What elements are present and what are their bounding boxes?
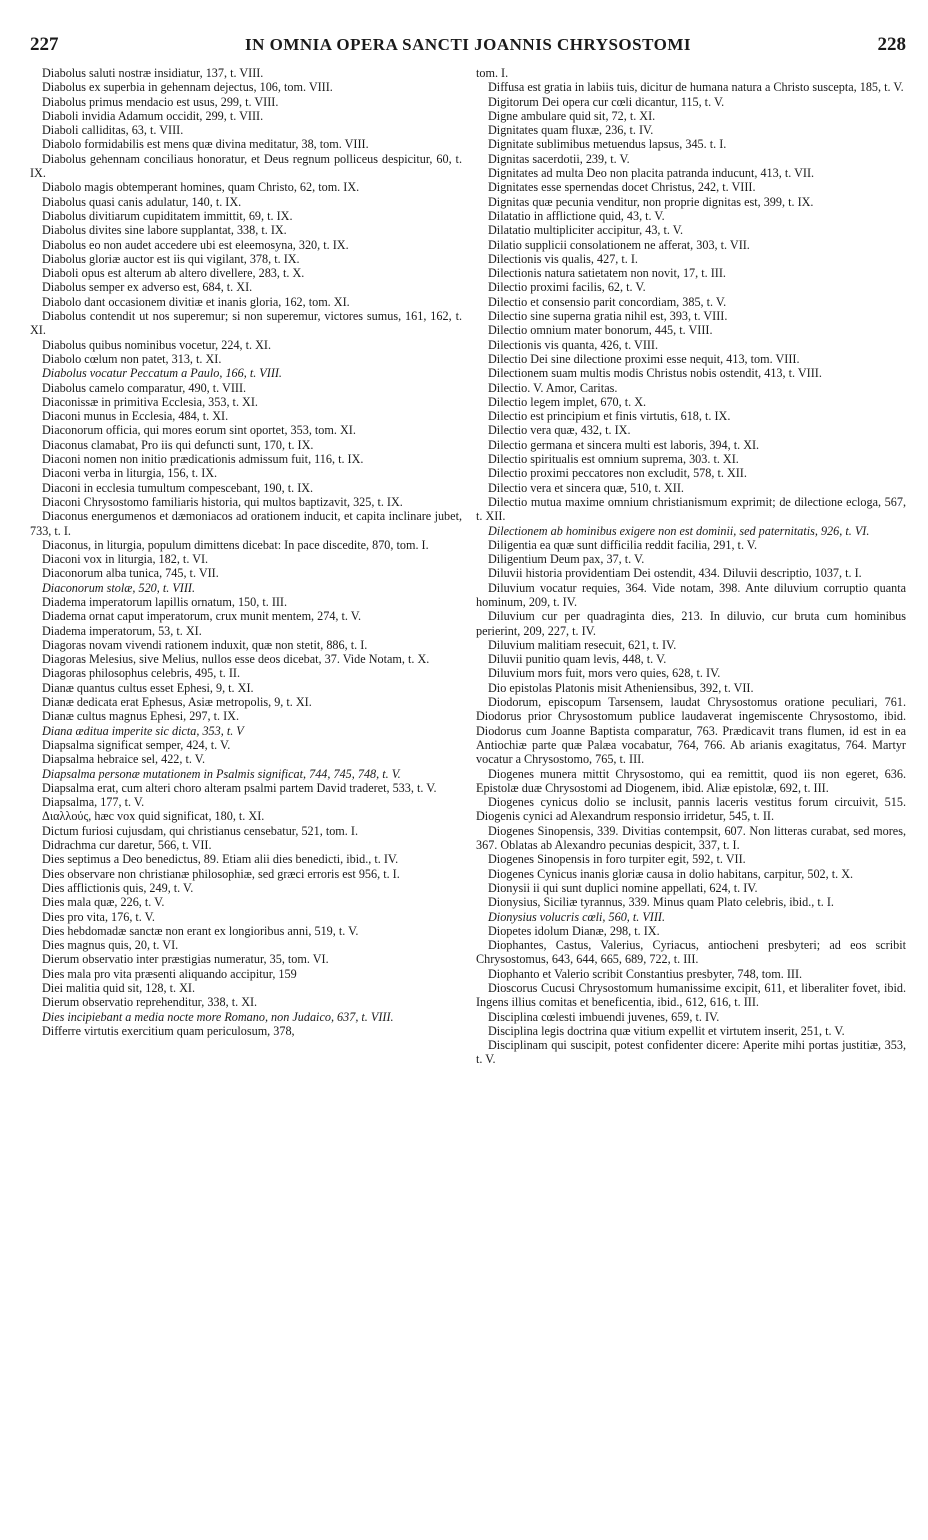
index-entry: Dionysius, Siciliæ tyrannus, 339. Minus quam Plato celebris, ibid., t. I.	[488, 895, 834, 910]
index-entry: Diabolus gloriæ auctor est iis qui vigilant, 378, t. IX.	[42, 251, 300, 266]
index-entry: Dilectio et consensio parit concordiam, 385, t. V.	[488, 294, 727, 309]
index-entry: Dies mala quæ, 226, t. V.	[42, 895, 165, 910]
index-entry: Digne ambulare quid sit, 72, t. XI.	[488, 108, 656, 123]
index-entry: Diligentium Deum pax, 37, t. V.	[488, 552, 645, 567]
index-entry: Diogenes Sinopensis in foro turpiter egit, 592, t. VII.	[488, 852, 746, 867]
index-entry: Dilectio sine superna gratia nihil est, 393, t. VIII.	[488, 309, 728, 324]
index-entry: Diabolus quibus nominibus vocetur, 224, t. XI.	[42, 337, 272, 352]
index-entry: Diei malitia quid sit, 128, t. XI.	[42, 981, 196, 995]
index-entry: Diadema ornat caput imperatorum, crux munit mentem, 274, t. V.	[42, 609, 362, 624]
index-entry: Dilatatio multipliciter accipitur, 43, t. V.	[488, 223, 684, 238]
index-entry: Diapsalma hebraice sel, 422, t. V.	[42, 752, 206, 767]
index-entry: Dies observare non christianæ philosophiæ, sed græci erroris est 956, t. I.	[42, 866, 400, 881]
index-entry: Dilectionem suam multis modis Christus nobis ostendit, 413, t. VIII.	[488, 366, 822, 381]
index-entry: Dilectio proximi facilis, 62, t. V.	[488, 280, 646, 295]
index-entry: Diluvium vocatur requies, 364. Vide notam, 398. Ante diluvium corruptio quanta hominum, 209, t. IV.	[476, 580, 906, 609]
index-entry: Dies incipiebant a media nocte more Romano, non Judaico, 637, t. VIII.	[42, 1009, 394, 1024]
index-entry: Dilatatio in afflictione quid, 43, t. V.	[488, 208, 665, 223]
index-entry: Diabolus semper ex adverso est, 684, t. XI.	[42, 280, 253, 295]
index-entry: Diabolo formidabilis est mens quæ divina meditatur, 38, tom. VIII.	[42, 137, 369, 152]
index-entry: Diaboli invidia Adamum occidit, 299, t. VIII.	[42, 108, 264, 123]
index-entry: Diabolus camelo comparatur, 490, t. VIII.	[42, 380, 247, 395]
index-entry: Diaconorum stolæ, 520, t. VIII.	[42, 580, 196, 595]
index-entry: Dies magnus quis, 20, t. VI.	[42, 938, 179, 953]
index-entry: Diabolo cœlum non patet, 313, t. XI.	[42, 351, 222, 366]
index-entry: Diapsalma personæ mutationem in Psalmis significat, 744, 745, 748, t. V.	[42, 766, 401, 781]
index-entry: Διαλλούς, hæc vox quid significat, 180, t. XI.	[42, 809, 265, 824]
index-entry: Disciplinam qui suscipit, potest confidenter dicere: Aperite mihi portas justitiæ, 353, t. V.	[476, 1038, 906, 1067]
index-entry: Diaconi verba in liturgia, 156, t. IX.	[42, 466, 218, 481]
index-column-left	[30, 66, 462, 1038]
index-entry: Dierum observatio reprehenditur, 338, t. XI.	[42, 995, 258, 1010]
index-entry: Dilectio vera quæ, 432, t. IX.	[488, 423, 631, 438]
index-entry: Dilectio Dei sine dilectione proximi esse nequit, 413, tom. VIII.	[488, 351, 800, 366]
index-entry: tom. I.	[476, 66, 509, 80]
index-entry: Dilectionis vis quanta, 426, t. VIII.	[488, 337, 659, 352]
index-entry: Dies pro vita, 176, t. V.	[42, 909, 155, 924]
running-title: IN OMNIA OPERA SANCTI JOANNIS CHRYSOSTOMI	[244, 35, 692, 54]
index-entry: Dignitates ad multa Deo non placita patranda inducunt, 413, t. VII.	[488, 166, 815, 181]
index-entry: Diodorum, episcopum Tarsensem, laudat Chrysostomus oratione peculiari, 761. Diodorus prior Chrysostomum publice laudaverat ingemiscente Chrysostomo, ibid. Diodorus cum Joanne Baptista comparatur, 763. Prædicavit trans flumen, id est in ea Antiochiæ parte quæ Palæa vocabatur, 764, 766. Ab arianis exagitatus, 764. Martyr vocatur a Chrysostomo, 765, t. III.	[476, 695, 906, 767]
index-entry: Diopetes idolum Dianæ, 298, t. IX.	[488, 923, 660, 938]
index-entry: Diabolus primus mendacio est usus, 299, t. VIII.	[42, 94, 279, 109]
index-entry: Diapsalma erat, cum alteri choro alteram psalmi partem David traderet, 533, t. V.	[42, 780, 437, 795]
page-header	[30, 34, 906, 60]
index-entry: Diadema imperatorum lapillis ornatum, 150, t. III.	[42, 594, 288, 609]
index-entry: Dionysii ii qui sunt duplici nomine appellati, 624, t. IV.	[488, 880, 758, 895]
index-entry: Dilectio germana et sincera multi est laboris, 394, t. XI.	[488, 437, 760, 452]
index-entry: Diaconissæ in primitiva Ecclesia, 353, t. XI.	[42, 394, 258, 409]
index-entry: Didrachma cur daretur, 566, t. VII.	[42, 838, 212, 853]
index-entry: Diabolus vocatur Peccatum a Paulo, 166, t. VIII.	[42, 366, 282, 381]
index-entry: Dilectio legem implet, 670, t. X.	[488, 394, 647, 409]
index-entry: Dio epistolas Platonis misit Atheniensibus, 392, t. VII.	[488, 680, 754, 695]
index-entry: Diabolus divitiarum cupiditatem immittit, 69, t. IX.	[42, 208, 293, 223]
page-number-right: 228	[877, 34, 906, 55]
index-entry: Dilectio mutua maxime omnium christianismum exprimit; de dilectione ecloga, 567, t. XII.	[476, 494, 906, 524]
index-entry: Digitorum Dei opera cur cœli dicantur, 115, t. V.	[488, 94, 725, 109]
index-entry: Diapsalma, 177, t. V.	[42, 795, 145, 810]
index-entry: Diabolo dant occasionem divitiæ et inanis gloria, 162, tom. XI.	[42, 294, 350, 309]
index-entry: Diaconi in ecclesia tumultum compescebant, 190, t. IX.	[42, 480, 314, 495]
index-entry: Diogenes cynicus dolio se inclusit, pannis laceris vestitus forum circuivit, 515. Diogenis cynici ad Alexandrum responsio irridetur, 545, t. II.	[476, 795, 906, 824]
index-entry: Dilectio proximi peccatores non excludit, 578, t. XII.	[488, 466, 747, 481]
index-entry: Diabolus quasi canis adulatur, 140, t. IX.	[42, 194, 242, 209]
index-entry: Dierum observatio inter præstigias numeratur, 35, tom. VI.	[42, 952, 329, 967]
index-column-right	[476, 66, 906, 1067]
index-entry: Diabolus saluti nostræ insidiatur, 137, t. VIII.	[42, 66, 264, 80]
index-entry: Diaconus clamabat, Pro iis qui defuncti sunt, 170, t. IX.	[42, 437, 314, 452]
index-entry: Diaconi Chrysostomo familiaris historia, qui multos baptizavit, 325, t. IX.	[42, 494, 403, 509]
index-entry: Diluvium mors fuit, mors vero quies, 628, t. IV.	[488, 666, 721, 681]
index-entry: Diluvii punitio quam levis, 448, t. V.	[488, 652, 667, 667]
index-entry: Diaconorum officia, qui mores eorum sint oportet, 353, tom. XI.	[42, 423, 356, 438]
index-entry: Diabolus ex superbia in gehennam dejectus, 106, tom. VIII.	[42, 80, 333, 95]
index-entry: Diapsalma significat semper, 424, t. V.	[42, 737, 231, 752]
index-entry: Diana æditua imperite sic dicta, 353, t. V	[42, 723, 244, 738]
index-entry: Dilectio vera et sincera quæ, 510, t. XII.	[488, 480, 684, 495]
index-entry: Dies mala pro vita præsenti aliquando accipitur, 159	[42, 966, 297, 981]
page-number-left: 227	[30, 34, 59, 55]
index-entry: Diluvium malitiam resecuit, 621, t. IV.	[488, 637, 677, 652]
index-entry: Diophantes, Castus, Valerius, Cyriacus, antiocheni presbyteri; ad eos scribit Chrysostomus, 643, 644, 665, 689, 722, t. III.	[476, 938, 906, 967]
index-entry: Diabolo magis obtemperant homines, quam Christo, 62, tom. IX.	[42, 180, 360, 195]
index-entry: Dilectionem ab hominibus exigere non est dominii, sed paternitatis, 926, t. VI.	[488, 523, 870, 538]
index-entry: Dignitate sublimibus metuendus lapsus, 345. t. I.	[488, 137, 727, 152]
index-entry: Dignitates esse spernendas docet Christus, 242, t. VIII.	[488, 180, 756, 195]
index-entry: Dies hebdomadæ sanctæ non erant ex longioribus anni, 519, t. V.	[42, 923, 359, 938]
index-entry: Diagoras novam vivendi rationem induxit, quæ non stetit, 886, t. I.	[42, 637, 368, 652]
index-entry: Diophanto et Valerio scribit Constantius presbyter, 748, tom. III.	[488, 966, 803, 981]
index-entry: Dianæ dedicata erat Ephesus, Asiæ metropolis, 9, t. XI.	[42, 695, 312, 710]
index-entry: Disciplina cœlesti imbuendi juvenes, 659, t. IV.	[488, 1009, 720, 1024]
index-entry: Dilatio supplicii consolationem ne afferat, 303, t. VII.	[488, 237, 750, 252]
index-entry: Dignitates quam fluxæ, 236, t. IV.	[488, 123, 654, 138]
index-entry: Diligentia ea quæ sunt difficilia reddit facilia, 291, t. V.	[488, 537, 758, 552]
index-entry: Diaboli opus est alterum ab altero divellere, 283, t. X.	[42, 266, 305, 281]
index-entry: Dictum furiosi cujusdam, qui christianus censebatur, 521, tom. I.	[42, 823, 358, 838]
index-entry: Diabolus eo non audet accedere ubi est eleemosyna, 320, t. IX.	[42, 237, 349, 252]
index-entry: Diaconus energumenos et dæmoniacos ad orationem inducit, et capita inclinare jubet, 733, t. I.	[30, 509, 462, 538]
index-entry: Diaconi vox in liturgia, 182, t. VI.	[42, 552, 209, 567]
index-entry: Diogenes Sinopensis, 339. Divitias contempsit, 607. Non litteras curabat, sed mores, 367. Oblatas ab Alexandro pecunias despicit, 337, t. I.	[476, 823, 906, 853]
index-entry: Diadema imperatorum, 53, t. XI.	[42, 623, 202, 638]
index-entry: Diabolus divites sine labore supplantat, 338, t. IX.	[42, 223, 287, 238]
index-entry: Diaconus, in liturgia, populum dimittens dicebat: In pace discedite, 870, tom. I.	[42, 537, 429, 552]
index-entry: Dilectio spiritualis est omnium suprema, 303. t. XI.	[488, 452, 739, 467]
index-entry: Dionysius volucris cœli, 560, t. VIII.	[488, 909, 666, 924]
index-entry: Dies septimus a Deo benedictus, 89. Etiam alii dies benedicti, ibid., t. IV.	[42, 852, 399, 867]
index-entry: Dilectionis natura satietatem non novit, 17, t. III.	[488, 266, 726, 281]
index-entry: Diagoras Melesius, sive Melius, nullos esse deos dicebat, 37. Vide Notam, t. X.	[42, 652, 430, 667]
index-entry: Diogenes munera mittit Chrysostomo, qui ea remittit, quod iis non egeret, 636. Epistolæ duæ Chrysostomi ad Diogenem, ibid. Aliæ epistolæ, 692, t. III.	[476, 766, 906, 795]
index-entry: Disciplina legis doctrina quæ vitium expellit et virtutem inserit, 251, t. V.	[488, 1023, 845, 1038]
index-entry: Differre virtutis exercitium quam periculosum, 378,	[42, 1023, 295, 1038]
index-entry: Diogenes Cynicus inanis gloriæ causa in dolio habitans, carpitur, 502, t. X.	[488, 866, 854, 881]
index-entry: Dignitas quæ pecunia venditur, non proprie dignitas est, 399, t. IX.	[488, 194, 814, 209]
index-entry: Diagoras philosophus celebris, 495, t. II.	[42, 666, 241, 681]
index-entry: Dies afflictionis quis, 249, t. V.	[42, 880, 194, 895]
index-entry: Diluvium cur per quadraginta dies, 213. In diluvio, cur bruta cum hominibus perierint, 209, 227, t. IV.	[476, 609, 906, 638]
index-entry: Dilectio. V. Amor, Caritas.	[488, 380, 618, 395]
index-entry: Diffusa est gratia in labiis tuis, dicitur de humana natura a Christo suscepta, 185, t. V.	[488, 80, 904, 95]
index-entry: Dioscorus Cucusi Chrysostomum humanissime excipit, 611, et liberaliter fovet, ibid. Ingens illius comitas et beneficentia, ibid., 612, 616, t. III.	[476, 981, 906, 1010]
index-entry: Diabolus contendit ut nos superemur; si non superemur, victores sumus, 161, 162, t. XI.	[30, 309, 462, 338]
index-entry: Dignitas sacerdotii, 239, t. V.	[488, 151, 630, 166]
index-entry: Diaconi munus in Ecclesia, 484, t. XI.	[42, 409, 229, 424]
index-entry: Dianæ quantus cultus esset Ephesi, 9, t. XI.	[42, 680, 254, 695]
index-entry: Dianæ cultus magnus Ephesi, 297, t. IX.	[42, 709, 240, 724]
index-entry: Diaboli calliditas, 63, t. VIII.	[42, 123, 184, 138]
index-entry: Diluvii historia providentiam Dei ostendit, 434. Diluvii descriptio, 1037, t. I.	[488, 566, 862, 581]
index-entry: Dilectio est principium et finis virtutis, 618, t. IX.	[488, 409, 731, 424]
index-entry: Diaconi nomen non initio prædicationis admissum fuit, 116, t. IX.	[42, 452, 364, 467]
index-entry: Diabolus gehennam conciliaus honoratur, et Deus regnum polliceus despicitur, 60, t. IX.	[30, 151, 462, 181]
index-entry: Diaconorum alba tunica, 745, t. VII.	[42, 566, 219, 581]
index-entry: Dilectio omnium mater bonorum, 445, t. VIII.	[488, 323, 713, 338]
index-entry: Dilectionis vis qualis, 427, t. I.	[488, 251, 638, 266]
